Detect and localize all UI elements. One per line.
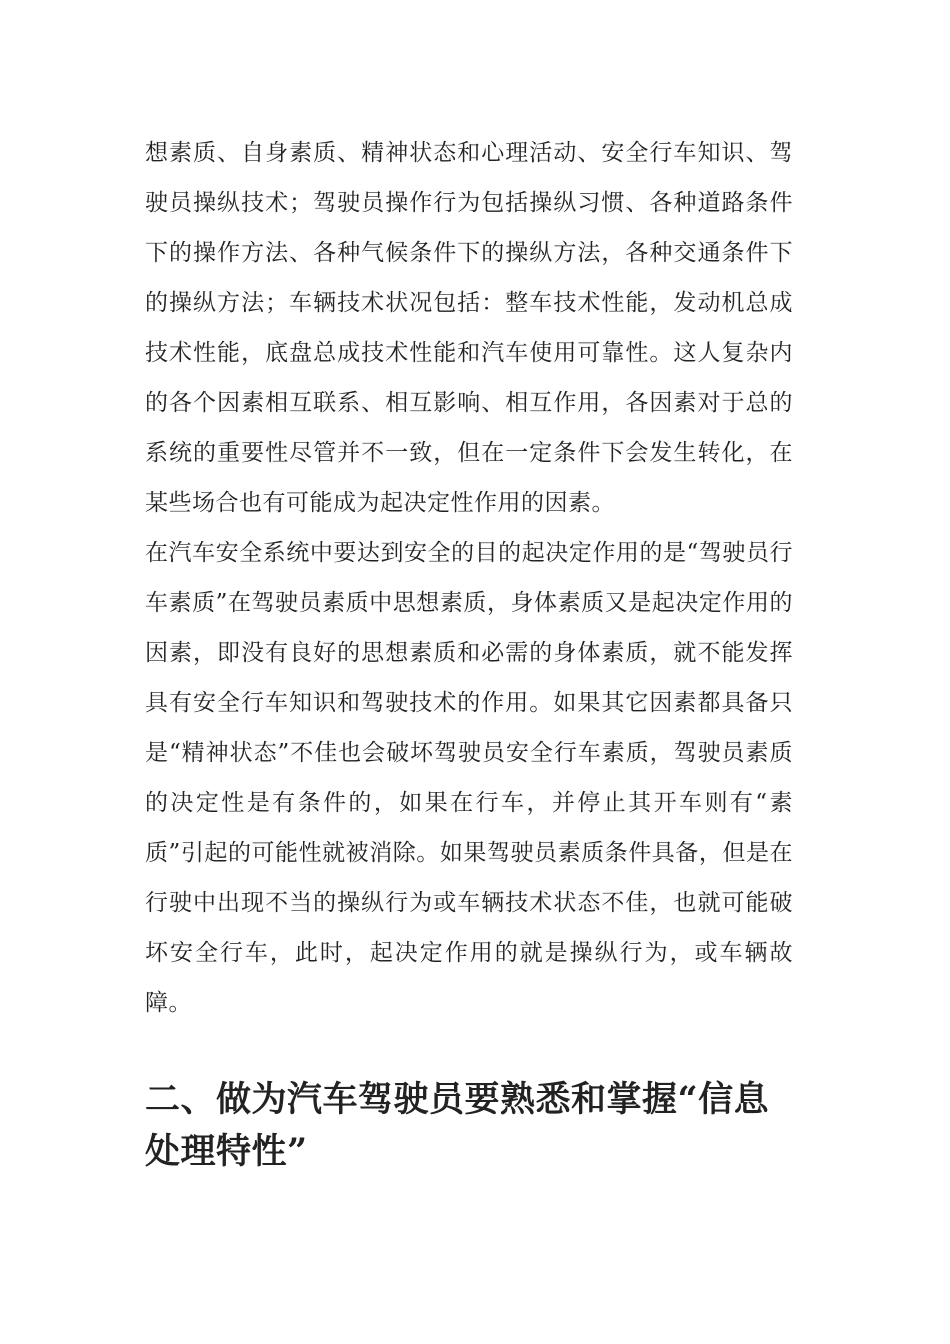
section-heading: 二、做为汽车驾驶员要熟悉和掌握“信息处理特性” xyxy=(145,1079,770,1172)
paragraph-2: 在汽车安全系统中要达到安全的目的起决定作用的是“驾驶员行车素质”在驾驶员素质中思想素质，身体素质又是起决定作用的因素，即没有良好的思想素质和必需的身体素质，就不能发挥具有安全行车知识和驾驶技术的作用。如果其它因素都具备只是“精神状态”不佳也会破坏驾驶员安全行车素质，驾驶员素质的决定性是有条件的，如果在行车，并停止其开车则有“素质”引起的可能性就被消除。如果驾驶员素质条件具备，但是在行驶中出现不当的操纵行为或车辆技术状态不佳，也就可能破坏安全行车，此时，起决定作用的就是操纵行为，或车辆故障。 xyxy=(145,540,793,1016)
paragraph-1: 想素质、自身素质、精神状态和心理活动、安全行车知识、驾驶员操纵技术；驾驶员操作行为包括操纵习惯、各种道路条件下的操作方法、各种气候条件下的操纵方法，各种交通条件下的操纵方法；车辆技术状况包括：整车技术性能，发动机总成技术性能，底盘总成技术性能和汽车使用可靠性。这人复杂内的各个因素相互联系、相互影响、相互作用，各因素对于总的系统的重要性尽管并不一致，但在一定条件下会发生转化，在某些场合也有可能成为起决定性作用的因素。 xyxy=(145,140,793,516)
document-body xyxy=(145,128,793,1028)
